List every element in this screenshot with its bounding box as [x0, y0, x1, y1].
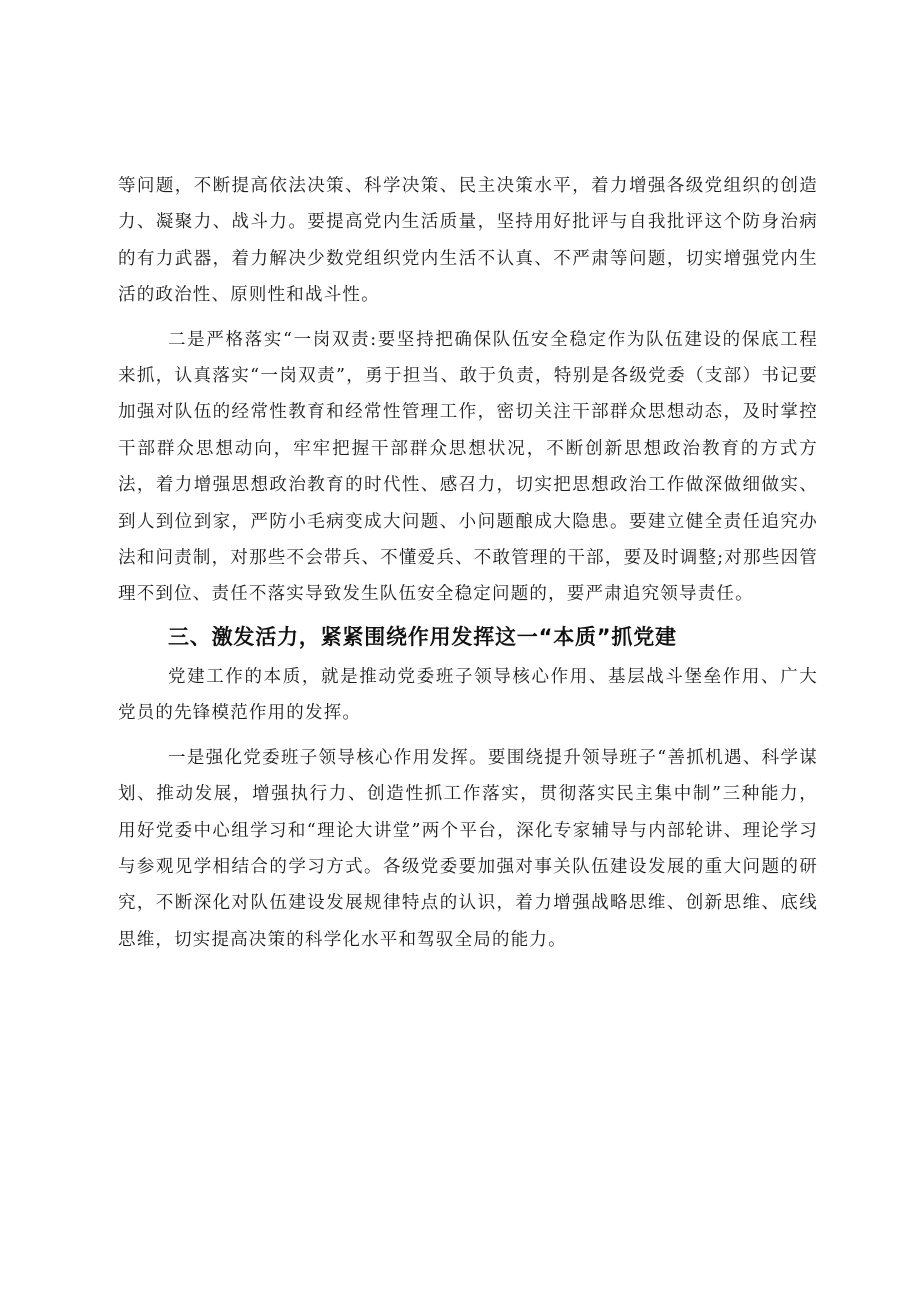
document-body	[118, 168, 818, 958]
section-heading-three: 三、激发活力，紧紧围绕作用发挥这一“本质”抓党建	[168, 624, 677, 649]
paragraph-gap	[118, 314, 818, 322]
paragraph-one-post-two-duties: 二是严格落实“一岗双责:要坚持把确保队伍安全稳定作为队伍建设的保底工程来抓，认真落实“一岗双责”，勇于担当、敢于负责，特别是各级党委（支部）书记要加强对队伍的经常性教育和经常性管理工作，密切关注干部群众思想动态，及时掌控干部群众思想动向，牢牢把握干部群众思想状况，不断创新思想政治教育的方式方法，着力增强思想政治教育的时代性、感召力，切实把思想政治工作做深做细做实、到人到位到家，严防小毛病变成大问题、小问题酿成大隐患。要建立健全责任追究办法和问责制，对那些不会带兵、不懂爱兵、不敢管理的干部，要及时调整;对那些因管理不到位、责任不落实导致发生队伍安全稳定问题的，要严肃追究领导责任。	[118, 329, 818, 605]
paragraph-gap	[118, 732, 818, 740]
paragraph-continuation: 等问题，不断提高依法决策、科学决策、民主决策水平，着力增强各级党组织的创造力、凝聚力、战斗力。要提高党内生活质量，坚持用好批评与自我批评这个防身治病的有力武器，着力解决少数党组织党内生活不认真、不严肃等问题，切实增强党内生活的政治性、原则性和战斗性。	[118, 176, 818, 306]
paragraph-essence-of-party-building: 党建工作的本质，就是推动党委班子领导核心作用、基层战斗堡垒作用、广大党员的先锋模范作用的发挥。	[118, 666, 818, 724]
paragraph-strengthen-leadership-core: 一是强化党委班子领导核心作用发挥。要围绕提升领导班子“善抓机遇、科学谋划、推动发展，增强执行力、创造性抓工作落实，贯彻落实民主集中制”三种能力，用好党委中心组学习和“理论大讲堂”两个平台，深化专家辅导与内部轮讲、理论学习与参观见学相结合的学习方式。各级党委要加强对事关队伍建设发展的重大问题的研究，不断深化对队伍建设发展规律特点的认识，着力增强战略思维、创新思维、底线思维，切实提高决策的科学化水平和驾驭全局的能力。	[118, 747, 818, 950]
